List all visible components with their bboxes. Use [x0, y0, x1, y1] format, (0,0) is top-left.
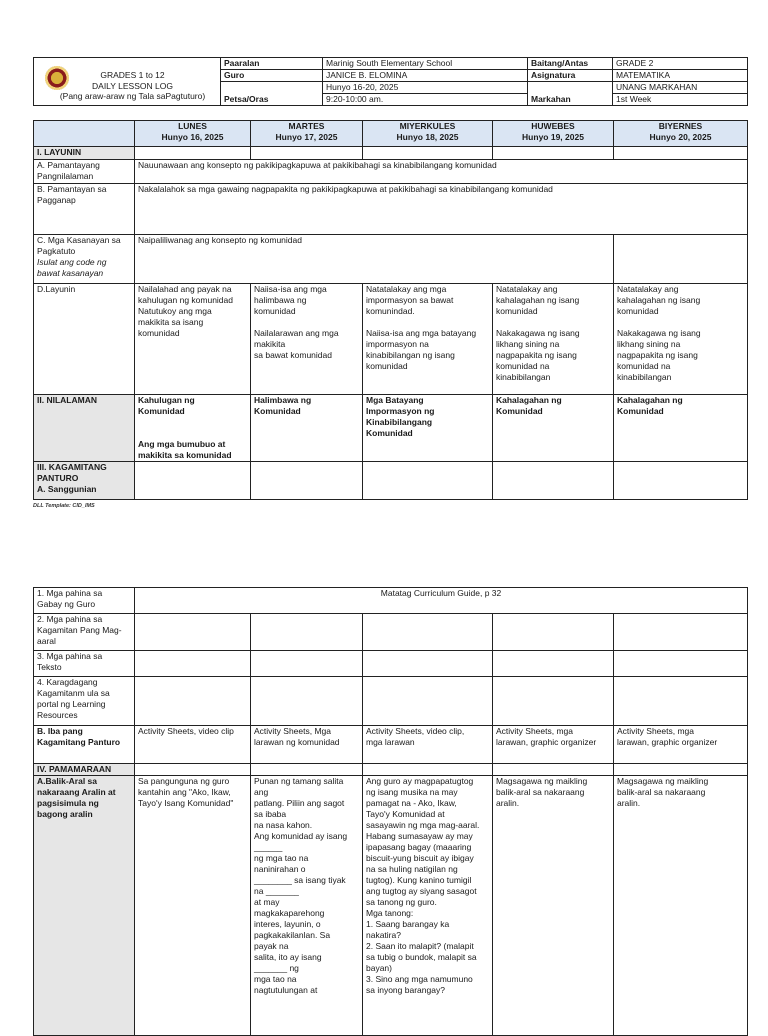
empty-cell [493, 764, 614, 776]
balik-aral-martes: Punan ng tamang salita ang patlang. Piliin ang sagot sa ibaba na nasa kahon. Ang komunidad ay isang ______ ng mga tao na naninirahan o ________ sa isang tiyak na _______ at may magkakaparehong interes, layunin, o pagkakakilanlan. Sa payak na salita, ito ay isang _______ ng mga tao na nagtutulungan at [251, 776, 363, 1036]
layunin-heading: I. LAYUNIN [34, 147, 135, 160]
empty-cell [614, 614, 748, 651]
gabay-label: 1. Mga pahina sa Gabay ng Guro [34, 588, 135, 614]
header-table [33, 57, 748, 106]
empty-cell [251, 764, 363, 776]
paaralan-label: Paaralan [221, 58, 323, 70]
iba-miyerkules: Activity Sheets, video clip, mga larawan [363, 726, 493, 764]
iba-label: B. Iba pang Kagamitang Panturo [34, 726, 135, 764]
template-footnote: DLL Template: CID_IMS [33, 503, 95, 509]
iba-biyernes: Activity Sheets, mga larawan, graphic organizer [614, 726, 748, 764]
kagamitan-pang-mag-aaral-label: 2. Mga pahina sa Kagamitan Pang Mag- aaral [34, 614, 135, 651]
empty-cell [251, 677, 363, 726]
empty-cell [363, 677, 493, 726]
empty-cell [614, 651, 748, 677]
kasanayan-value: Naipaliliwanag ang konsepto ng komunidad [135, 235, 614, 284]
empty-cell [614, 764, 748, 776]
day-header-miyerkules: MIYERKULES Hunyo 18, 2025 [363, 121, 493, 147]
empty-cell [493, 651, 614, 677]
iba-martes: Activity Sheets, Mga larawan ng komunidad [251, 726, 363, 764]
empty-cell [363, 651, 493, 677]
empty-cell [363, 764, 493, 776]
petsa-label: Petsa/Oras [221, 82, 323, 106]
balik-aral-miyerkules: Ang guro ay magpapatugtog ng isang musika na may pamagat na - Ako, Ikaw, Tayo'y Komunidad at sasayawin ng mga mag-aaral. Habang sumasayaw ay may ipapasang bagay (maaaring biscuit-yung biscuit ay ibigay na sa huling natigilan ng tugtog). Kung kanino tumigil ang tugtog ay siyang sasagot sa tanong ng guro. Mga tanong: 1. Saang barangay ka nakatira? 2. Saan ito malapit? (malapit sa tubig o bundok, malapit sa bayan) 3. Sino ang mga namumuno sa inyong barangay? [363, 776, 493, 1036]
empty-cell [614, 462, 748, 500]
iba-lunes: Activity Sheets, video clip [135, 726, 251, 764]
lesson-table-part1 [33, 120, 748, 500]
corner-header-cell [34, 121, 135, 147]
empty-cell [135, 764, 251, 776]
empty-cell [493, 677, 614, 726]
guro-label: Guro [221, 70, 323, 82]
empty-cell [363, 462, 493, 500]
petsa-value-dates: Hunyo 16-20, 2025 [323, 82, 528, 94]
empty-cell [251, 462, 363, 500]
pagganap-label: B. Pamantayan sa Pagganap [34, 184, 135, 235]
asignatura-value: MATEMATIKA [613, 70, 748, 82]
markahan-label: Markahan [528, 82, 613, 106]
day-header-huwebes: HUWEBES Hunyo 19, 2025 [493, 121, 614, 147]
day-header-biyernes: BIYERNES Hunyo 20, 2025 [614, 121, 748, 147]
empty-cell [251, 614, 363, 651]
nilalaman-biyernes: Kahalagahan ng Komunidad [614, 395, 748, 462]
balik-aral-lunes: Sa pangunguna ng guro kantahin ang "Ako, Ikaw, Tayo'y Isang Komunidad" [135, 776, 251, 1036]
title-cell [34, 58, 221, 106]
balik-aral-label: A.Balik-Aral sa nakaraang Aralin at pagsisimula ng bagong aralin [34, 776, 135, 1036]
iba-huwebes: Activity Sheets, mga larawan, graphic organizer [493, 726, 614, 764]
asignatura-label: Asignatura [528, 70, 613, 82]
pamantayang-label: A. Pamantayang Pangnilalaman [34, 160, 135, 184]
d-layunin-lunes: Nailalahad ang payak na kahulugan ng komunidad Natutukoy ang mga makikita sa isang komunidad [135, 284, 251, 395]
pamantayang-value: Nauunawaan ang konsepto ng pakikipagkapuwa at pakikibahagi sa kinabibilangang komunidad [135, 160, 748, 184]
empty-cell [251, 651, 363, 677]
balik-aral-huwebes: Magsagawa ng maikling balik-aral sa nakaraang aralin. [493, 776, 614, 1036]
markahan-value: UNANG MARKAHAN [613, 82, 748, 94]
d-layunin-biyernes: Natatalakay ang kahalagahan ng isang komunidad Nakakagawa ng isang likhang sining na nagpapakita ng isang komunidad na kinabibilangan [614, 284, 748, 395]
d-layunin-miyerkules: Natatalakay ang mga impormasyon sa bawat komunindad. Naiisa-isa ang mga batayang impormasyon na kinabibilangan ng isang komunidad [363, 284, 493, 395]
empty-cell [135, 677, 251, 726]
nilalaman-huwebes: Kahalagahan ng Komunidad [493, 395, 614, 462]
paaralan-value: Marinig South Elementary School [323, 58, 528, 70]
pagganap-value: Nakalalahok sa mga gawaing nagpapakita ng pakikipagkapuwa at pakikibahagi sa kinabibilangang komunidad [135, 184, 748, 235]
guro-value: JANICE B. ELOMINA [323, 70, 528, 82]
nilalaman-martes: Halimbawa ng Komunidad [251, 395, 363, 462]
karagdagang-label: 4. Karagdagang Kagamitanm ula sa portal ng Learning Resources [34, 677, 135, 726]
lesson-table-part2 [33, 587, 748, 1036]
d-layunin-martes: Naiisa-isa ang mga halimbawa ng komunidad Nailalarawan ang mga makikita sa bawat komunidad [251, 284, 363, 395]
empty-cell [614, 235, 748, 284]
teksto-label: 3. Mga pahina sa Teksto [34, 651, 135, 677]
kasanayan-label: C. Mga Kasanayan sa Pagkatuto Isulat ang code ng bawat kasanayan [34, 235, 135, 284]
day-header-lunes: LUNES Hunyo 16, 2025 [135, 121, 251, 147]
week-value: 1st Week [613, 93, 748, 105]
pamamaraan-heading: IV. PAMAMARAAN [34, 764, 135, 776]
petsa-value-time: 9:20-10:00 am. [323, 93, 528, 105]
empty-cell [363, 614, 493, 651]
balik-aral-biyernes: Magsagawa ng maikling balik-aral sa nakaraang aralin. [614, 776, 748, 1036]
empty-cell [493, 614, 614, 651]
nilalaman-lunes: Kahulugan ng Komunidad Ang mga bumubuo at makikita sa komunidad [135, 395, 251, 462]
gabay-value: Matatag Curriculum Guide, p 32 [135, 588, 748, 614]
d-layunin-label: D.Layunin [34, 284, 135, 395]
empty-cell [135, 147, 251, 160]
empty-cell [493, 462, 614, 500]
empty-cell [251, 147, 363, 160]
empty-cell [363, 147, 493, 160]
title-line2: DAILY LESSON LOG [92, 80, 173, 91]
nilalaman-heading: II. NILALAMAN [34, 395, 135, 462]
empty-cell [493, 147, 614, 160]
empty-cell [614, 677, 748, 726]
empty-cell [135, 462, 251, 500]
baitang-value: GRADE 2 [613, 58, 748, 70]
empty-cell [614, 147, 748, 160]
title-line3: (Pang araw-araw ng Tala saPagtuturo) [59, 91, 206, 101]
title-line1: GRADES 1 to 12 [100, 70, 165, 80]
d-layunin-huwebes: Natatalakay ang kahalagahan ng isang komunidad Nakakagawa ng isang likhang sining na nagpapakita ng isang komunidad na kinabibilangan [493, 284, 614, 395]
nilalaman-miyerkules: Mga Batayang Impormasyon ng Kinabibilangang Komunidad [363, 395, 493, 462]
day-header-martes: MARTES Hunyo 17, 2025 [251, 121, 363, 147]
empty-cell [135, 614, 251, 651]
empty-cell [135, 651, 251, 677]
baitang-label: Baitang/Antas [528, 58, 613, 70]
kagamitan-heading: III. KAGAMITANG PANTURO A. Sanggunian [34, 462, 135, 500]
